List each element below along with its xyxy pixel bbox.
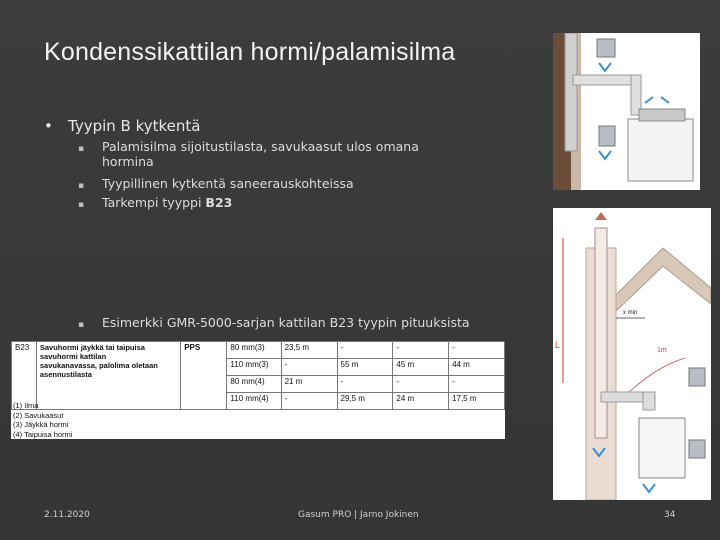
desc-line: savukanavassa, palolima oletaan bbox=[39, 361, 158, 370]
table-cell: - bbox=[393, 342, 449, 359]
table-cell: - bbox=[337, 376, 393, 393]
xmin-label: x min bbox=[623, 310, 638, 316]
one-meter-label: 1m bbox=[657, 347, 667, 354]
boiler-body bbox=[628, 119, 693, 181]
table-cell: 45 m bbox=[393, 359, 449, 376]
length-table-image bbox=[11, 341, 505, 439]
boiler-body bbox=[639, 418, 685, 478]
air-arrow-icon bbox=[645, 97, 669, 103]
connector-pipe bbox=[573, 75, 639, 85]
bullet-type-b bbox=[44, 117, 200, 135]
table-cell: - bbox=[393, 376, 449, 393]
flue-pipe bbox=[565, 33, 577, 151]
elbow-pipe bbox=[643, 392, 655, 410]
radiator-icon bbox=[689, 368, 705, 386]
legend-item: (2) Savukaasut bbox=[13, 410, 64, 420]
table-cell: 110 mm(4) bbox=[227, 393, 281, 410]
legend-item: (1) Ilma bbox=[13, 401, 39, 410]
table-cell: 24 m bbox=[393, 393, 449, 410]
table-cell: 21 m bbox=[281, 376, 337, 393]
bullet-glyph: • bbox=[44, 117, 53, 135]
boiler-chimney-illustration bbox=[553, 33, 700, 190]
desc-line: asennustilasta bbox=[39, 370, 92, 379]
roof bbox=[613, 248, 711, 314]
table-cell: - bbox=[281, 359, 337, 376]
table-cell: 29,5 m bbox=[337, 393, 393, 410]
table-cell: 80 mm(3) bbox=[227, 342, 281, 359]
radiator-icon bbox=[689, 440, 705, 458]
sub-bullet-2 bbox=[78, 176, 432, 194]
sub-bullet-1 bbox=[78, 139, 432, 169]
legend-item: (4) Taipuisa hormi bbox=[13, 429, 73, 439]
sub-bullet-glyph: ▪ bbox=[78, 144, 85, 154]
flue-liner bbox=[595, 228, 607, 438]
air-arrow-icon bbox=[599, 63, 611, 71]
length-label: L bbox=[555, 340, 561, 350]
sub-bullet-4 bbox=[78, 315, 522, 333]
table-cell: 44 m bbox=[449, 359, 505, 376]
sub3-prefix: Tarkempi tyyppi bbox=[102, 195, 206, 210]
legend-item: (3) Jäykkä hormi bbox=[13, 420, 69, 429]
sub-bullet-text: Palamisilma sijoitustilasta, savukaasut ulos omana hormina bbox=[102, 139, 419, 169]
desc-line: savuhormi kattilan bbox=[39, 352, 107, 361]
table-legend bbox=[13, 401, 72, 439]
table-cell: - bbox=[337, 342, 393, 359]
type-cell: B23 bbox=[12, 342, 37, 410]
sub3-bold: B23 bbox=[205, 195, 233, 210]
table-cell: 17,5 m bbox=[449, 393, 505, 410]
table-cell: - bbox=[449, 376, 505, 393]
footer-author: Gasum PRO | Jarno Jokinen bbox=[298, 510, 419, 520]
length-table bbox=[11, 341, 505, 410]
radiator-icon bbox=[599, 126, 615, 146]
sub-bullet-text: Tyypillinen kytkentä saneerauskohteissa bbox=[102, 176, 354, 191]
vertical-flue-diagram bbox=[553, 208, 711, 500]
sub-bullet-text: Esimerkki GMR-5000-sarjan kattilan B23 tyypin pituuksista bbox=[102, 315, 470, 330]
exhaust-arrow-icon bbox=[595, 212, 607, 220]
table-cell: 23,5 m bbox=[281, 342, 337, 359]
table-cell: 55 m bbox=[337, 359, 393, 376]
air-arrow-icon bbox=[599, 151, 611, 159]
table-cell: - bbox=[449, 342, 505, 359]
footer-date: 2.11.2020 bbox=[44, 510, 90, 520]
desc-cell bbox=[36, 342, 180, 410]
slide-title: Kondenssikattilan hormi/palamisilma bbox=[44, 38, 456, 66]
sub-bullet-glyph: ▪ bbox=[78, 181, 85, 191]
sub-bullet-3 bbox=[78, 195, 432, 213]
footer-page-number: 34 bbox=[664, 510, 676, 520]
bullet-text: Tyypin B kytkentä bbox=[68, 117, 201, 135]
boiler-top bbox=[639, 109, 685, 121]
boiler-chimney-svg bbox=[553, 33, 700, 190]
table-cell: 110 mm(3) bbox=[227, 359, 281, 376]
table-cell: 80 mm(4) bbox=[227, 376, 281, 393]
radiator-icon bbox=[597, 39, 615, 57]
vertical-flue-svg bbox=[553, 208, 711, 500]
air-arrow-icon bbox=[643, 484, 655, 492]
pps-cell: PPS bbox=[181, 342, 227, 410]
sub-bullet-text bbox=[102, 195, 432, 210]
sub-bullet-glyph: ▪ bbox=[78, 320, 85, 330]
table-cell: - bbox=[281, 393, 337, 410]
desc-line: Savuhormi jäykkä tai taipuisa bbox=[39, 343, 145, 352]
sub-bullet-glyph: ▪ bbox=[78, 200, 85, 210]
